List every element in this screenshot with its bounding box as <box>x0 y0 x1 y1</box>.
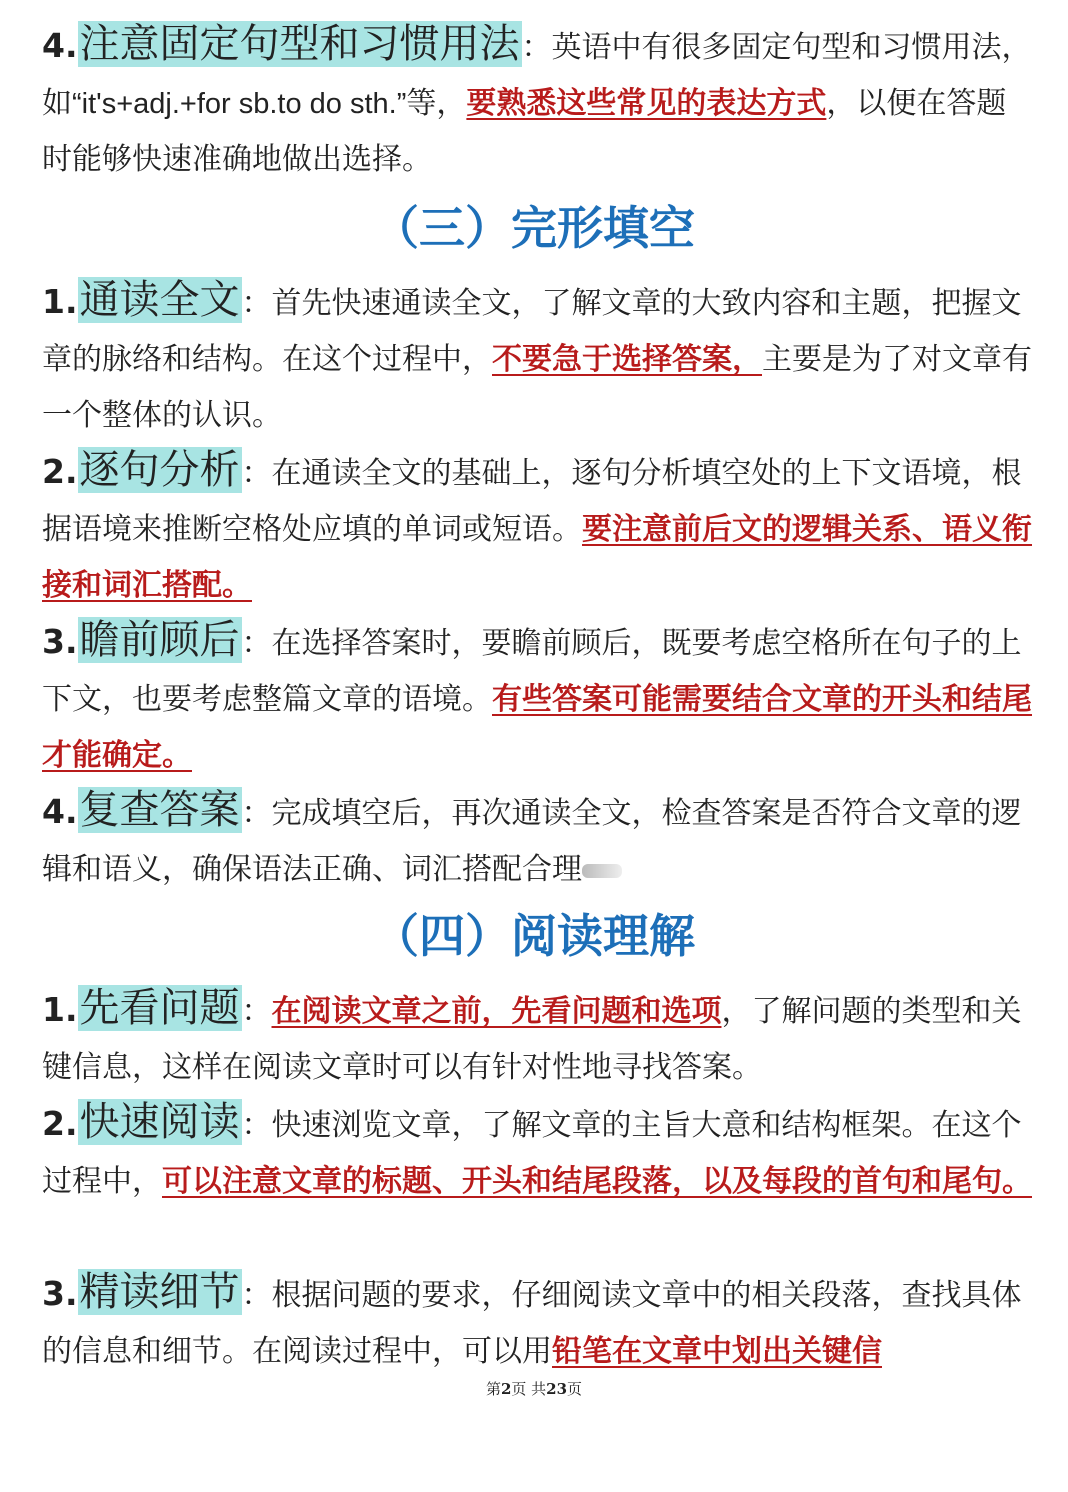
reading-item-3 <box>42 1264 1032 1380</box>
item-text: ，了解问题的类型和关键信息，这样在阅读文章时可以有针对性地寻找答案。 <box>42 994 1022 1085</box>
footer-text: 第 <box>485 1380 501 1398</box>
item-heading: 瞻前顾后 <box>79 617 240 663</box>
key-point-text: 可以注意文章的标题、开头和结尾段落，以及每段的首句和尾句。 <box>162 1164 1032 1199</box>
footer-text: 页 <box>567 1380 583 1398</box>
item-text: 主要是为了对文章有一个整体的认识。 <box>42 342 1032 433</box>
ink-smudge <box>582 864 622 878</box>
total-pages: 23 <box>546 1380 568 1398</box>
reading-item-1 <box>42 980 1032 1096</box>
key-point-text: 铅笔在文章中划出关键信 <box>552 1334 882 1369</box>
section-title-reading: （四）阅读理解 <box>373 909 695 963</box>
item-colon: ： <box>521 30 552 65</box>
page-footer <box>0 1378 1068 1399</box>
item-colon: ： <box>241 1278 272 1313</box>
item-text: 根据问题的要求，仔细阅读文章中的相关段落，查找具体的信息和细节。在阅读过程中，可以用 <box>42 1278 1022 1369</box>
reading-item-2 <box>42 1094 1032 1210</box>
item-colon: ： <box>241 286 272 321</box>
item-heading: 通读全文 <box>79 277 240 323</box>
item-heading: 先看问题 <box>79 985 240 1031</box>
item-colon: ： <box>241 796 272 831</box>
item-text: 快速浏览文章，了解文章的主旨大意和结构框架。在这个过程中， <box>42 1108 1022 1199</box>
item-text: 在选择答案时，要瞻前顾后，既要考虑空格所在句子的上下文，也要考虑整篇文章的语境。 <box>42 626 1022 717</box>
key-point-text: 在阅读文章之前，先看问题和选项 <box>271 994 722 1029</box>
item-number: 2. <box>42 1104 78 1143</box>
key-point-text: 不要急于选择答案， <box>492 342 762 377</box>
item-text: 在通读全文的基础上，逐句分析填空处的上下文语境，根据语境来推断空格处应填的单词或短语。 <box>42 456 1022 547</box>
item-text: 首先快速通读全文，了解文章的大致内容和主题，把握文章的脉络和结构。在这个过程中， <box>42 286 1022 377</box>
item-number: 3. <box>42 1274 78 1313</box>
key-point-text: 要熟悉这些常见的表达方式 <box>466 86 827 121</box>
item-text: 等， <box>406 86 467 121</box>
english-example: “it's+adj.+for sb.to do sth.” <box>72 88 407 120</box>
item-colon: ： <box>241 994 272 1029</box>
key-point-text: 要注意前后文的逻辑关系、语义衔接和词汇搭配。 <box>42 512 1032 603</box>
item-number: 1. <box>42 990 78 1029</box>
item-heading: 复查答案 <box>79 787 240 833</box>
item-colon: ： <box>241 456 272 491</box>
item-text: ，以便在答题时能够快速准确地做出选择。 <box>42 86 1007 177</box>
cloze-item-1 <box>42 272 1032 444</box>
key-point-text: 有些答案可能需要结合文章的开头和结尾才能确定。 <box>42 682 1032 773</box>
item-heading: 快速阅读 <box>79 1099 240 1145</box>
item-colon: ： <box>241 626 272 661</box>
item-heading: 注意固定句型和习惯用法 <box>79 21 520 67</box>
page-number: 2 <box>500 1380 512 1398</box>
item-heading: 精读细节 <box>79 1269 240 1315</box>
item-text: 英语中有很多固定句型和习惯用法，如 <box>42 30 1032 121</box>
item-number: 4. <box>42 792 78 831</box>
item-number: 1. <box>42 282 78 321</box>
cloze-item-4 <box>42 782 1032 898</box>
cloze-item-3 <box>42 612 1032 784</box>
item-text: 完成填空后，再次通读全文，检查答案是否符合文章的逻辑和语义，确保语法正确、词汇搭配合理 <box>42 796 1022 887</box>
section-title-cloze: （三）完形填空 <box>373 201 695 255</box>
footer-text: 页 共 <box>511 1380 547 1398</box>
cloze-item-2 <box>42 442 1032 614</box>
item-heading: 逐句分析 <box>79 447 240 493</box>
grammar-item-4 <box>42 16 1032 188</box>
item-colon: ： <box>241 1108 272 1143</box>
item-number: 3. <box>42 622 78 661</box>
item-number: 2. <box>42 452 78 491</box>
item-number: 4. <box>42 26 78 65</box>
